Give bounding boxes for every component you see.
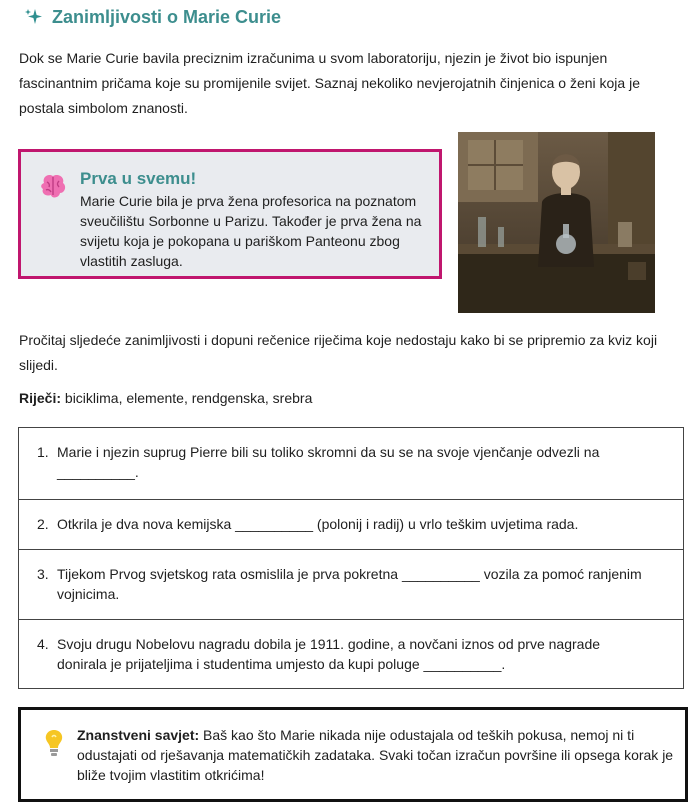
question-number: 3. bbox=[37, 566, 49, 582]
tip-label: Znanstveni savjet: bbox=[77, 727, 200, 743]
fact-callout bbox=[18, 149, 442, 279]
question-text: Svoju drugu Nobelovu nagradu dobila je 1911. godine, a novčani iznos od prve nagrade donirala je prijateljima i studentima umjesto da kupi poluge __________. bbox=[57, 636, 601, 672]
question-list bbox=[18, 427, 684, 689]
tip-body: Baš kao što Marie nikada nije odustajala od teških pokusa, nemoj ni ti odustajati od rješavanja matematičkih zadataka. Svaki točan izračun površine ili opsega korak je bliže tvojim vlastitim otkrićima! bbox=[77, 727, 674, 783]
intro-paragraph: Dok se Marie Curie bavila preciznim izračunima u svom laboratoriju, njezin je život bio ispunjen fascinantnim pričama koje su promijenile svijet. Saznaj nekoliko nevjerojatnih činjenica o ženi koja je postala simbolom znanosti. bbox=[19, 50, 640, 116]
question-item bbox=[19, 550, 683, 620]
question-number: 4. bbox=[37, 636, 49, 652]
marie-curie-photo bbox=[458, 132, 655, 313]
sparkle-icon bbox=[24, 7, 44, 27]
question-item bbox=[19, 500, 683, 550]
callout-text: Marie Curie bila je prva žena profesorica na poznatom sveučilištu Sorbonne u Parizu. Također je prva žena na svijetu koja je pokopana u pariškom Panteonu zbog vlastitih zasluga. bbox=[80, 193, 422, 269]
question-item bbox=[19, 428, 683, 500]
question-text: Otkrila je dva nova kemijska __________ (polonij i radij) u vrlo teškim uvjetima rada. bbox=[57, 516, 579, 532]
instructions-paragraph: Pročitaj sljedeće zanimljivosti i dopuni rečenice riječima koje nedostaju kako bi se pripremio za kviz koji slijedi. bbox=[19, 332, 658, 373]
word-bank-words: biciklima, elemente, rendgenska, srebra bbox=[64, 390, 313, 406]
question-text: Tijekom Prvog svjetskog rata osmislila je prva pokretna __________ vozila za pomoć ranjenim vojnicima. bbox=[57, 566, 642, 602]
page-header bbox=[24, 4, 281, 30]
brain-icon bbox=[38, 171, 68, 201]
word-bank-label: Riječi: bbox=[19, 390, 62, 406]
tip-text bbox=[77, 725, 677, 785]
page-title: Zanimljivosti o Marie Curie bbox=[52, 6, 282, 27]
question-item bbox=[19, 620, 683, 688]
science-tip-box bbox=[18, 707, 688, 802]
question-number: 1. bbox=[37, 444, 49, 460]
callout-title: Prva u svemu! bbox=[80, 169, 197, 188]
question-number: 2. bbox=[37, 516, 49, 532]
lightbulb-icon bbox=[44, 728, 64, 758]
word-bank bbox=[19, 390, 312, 406]
question-text: Marie i njezin suprug Pierre bili su toliko skromni da su se na svoje vjenčanje odvezli na __________. bbox=[57, 444, 600, 480]
